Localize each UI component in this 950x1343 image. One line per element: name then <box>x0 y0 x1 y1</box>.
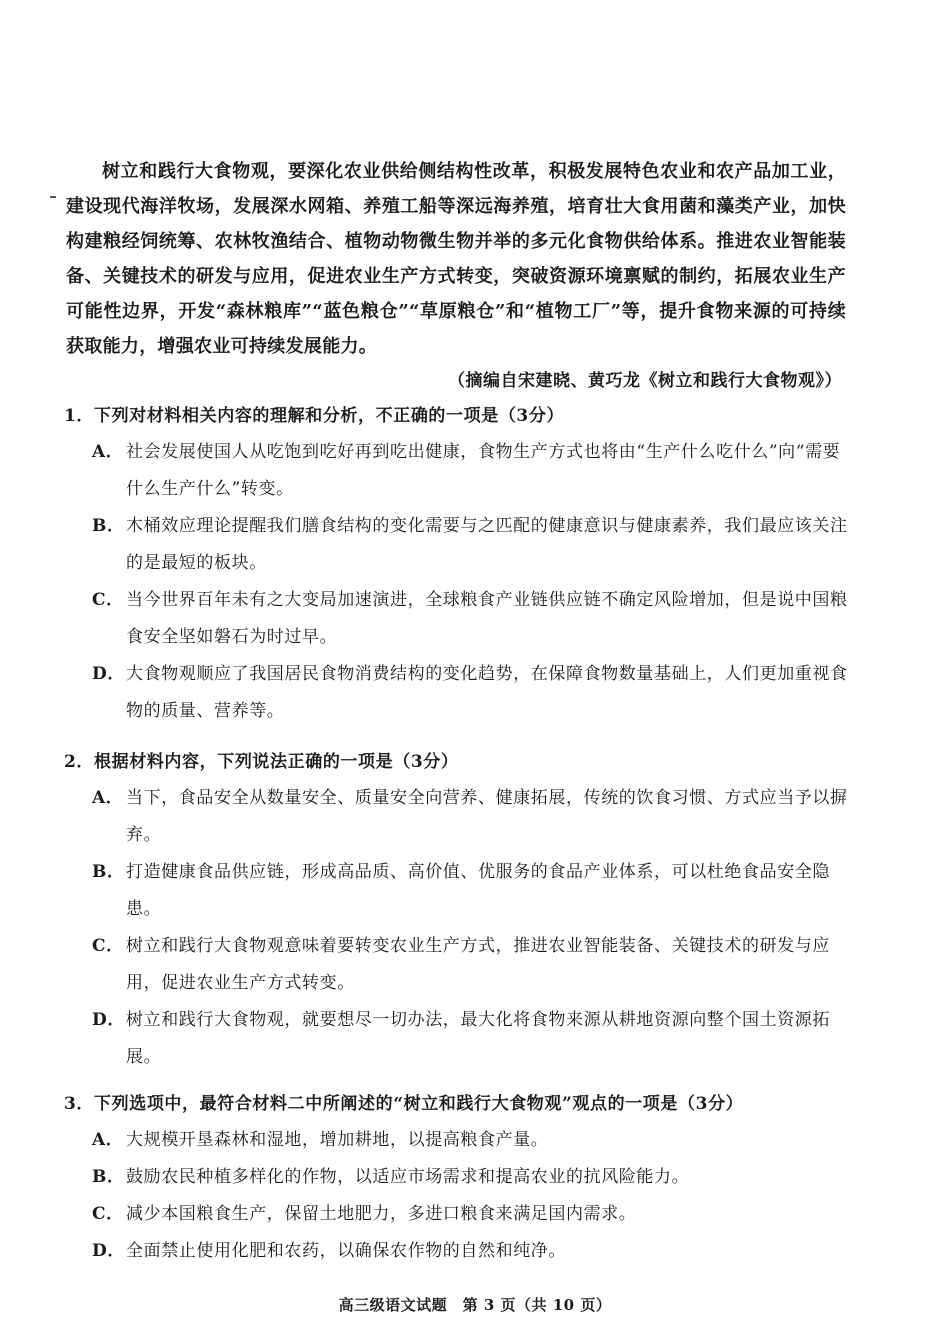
option-b <box>64 854 854 928</box>
option-c <box>64 1196 854 1233</box>
option-text: 树立和践行大食物观意味着要转变农业生产方式，推进农业智能装备、关键技术的研发与应用，促进农业生产方式转变。 <box>126 936 830 993</box>
option-text: 当下，食品安全从数量安全、质量安全向营养、健康拓展，传统的饮食习惯、方式应当予以摒弃。 <box>126 788 848 845</box>
question-1 <box>64 398 854 730</box>
option-text: 鼓励农民种植多样化的作物，以适应市场需求和提高农业的抗风险能力。 <box>126 1167 690 1187</box>
question-3 <box>64 1086 854 1270</box>
option-text: 打造健康食品供应链，形成高品质、高价值、优服务的食品产业体系，可以杜绝食品安全隐患。 <box>126 862 830 919</box>
question-2 <box>64 744 854 1076</box>
option-letter: D． <box>92 664 125 684</box>
option-text: 木桶效应理论提醒我们膳食结构的变化需要与之匹配的健康意识与健康素养，我们最应该关注的是最短的板块。 <box>126 516 848 573</box>
option-letter: D． <box>92 1241 125 1261</box>
option-b <box>64 1159 854 1196</box>
question-stem: 2．根据材料内容，下列说法正确的一项是（3分） <box>64 752 459 772</box>
option-letter: D． <box>92 1010 125 1030</box>
option-letter: C． <box>92 590 124 610</box>
page-footer: 高三级语文试题 第 3 页（共 10 页） <box>338 1296 612 1314</box>
option-letter: A． <box>92 788 124 808</box>
option-d <box>64 656 854 730</box>
option-text: 树立和践行大食物观，就要想尽一切办法，最大化将食物来源从耕地资源向整个国土资源拓展。 <box>126 1010 830 1067</box>
option-text: 全面禁止使用化肥和农药，以确保农作物的自然和纯净。 <box>126 1241 566 1261</box>
option-d <box>64 1002 854 1076</box>
option-text: 减少本国粮食生产，保留土地肥力，多进口粮食来满足国内需求。 <box>126 1204 637 1224</box>
reading-passage <box>66 154 846 364</box>
option-c <box>64 928 854 1002</box>
option-a <box>64 1122 854 1159</box>
option-text: 当今世界百年未有之大变局加速演进，全球粮食产业链供应链不确定风险增加，但是说中国粮食安全坚如磐石为时过早。 <box>126 590 848 647</box>
option-a <box>64 434 854 508</box>
option-letter: C． <box>92 1204 124 1224</box>
option-text: 社会发展使国人从吃饱到吃好再到吃出健康，食物生产方式也将由“生产什么吃什么”向“需要什么生产什么”转变。 <box>126 442 841 499</box>
option-letter: A． <box>92 442 124 462</box>
question-stem: 3．下列选项中，最符合材料二中所阐述的“树立和践行大食物观”观点的一项是（3分） <box>64 1094 744 1114</box>
option-text: 大规模开垦森林和湿地，增加耕地，以提高粮食产量。 <box>126 1130 549 1150</box>
option-text: 大食物观顺应了我国居民食物消费结构的变化趋势，在保障食物数量基础上，人们更加重视食物的质量、营养等。 <box>126 664 848 721</box>
option-letter: B． <box>92 862 125 882</box>
option-letter: B． <box>92 516 125 536</box>
scan-mark <box>50 196 56 198</box>
option-letter: C． <box>92 936 124 956</box>
question-stem: 1．下列对材料相关内容的理解和分析，不正确的一项是（3分） <box>64 406 565 426</box>
option-a <box>64 780 854 854</box>
option-d <box>64 1233 854 1270</box>
option-c <box>64 582 854 656</box>
option-b <box>64 508 854 582</box>
option-letter: A． <box>92 1130 124 1150</box>
passage-source: （摘编自宋建晓、黄巧龙《树立和践行大食物观》） <box>448 371 842 391</box>
option-letter: B． <box>92 1167 125 1187</box>
passage-paragraph: 树立和践行大食物观，要深化农业供给侧结构性改革，积极发展特色农业和农产品加工业，建设现代海洋牧场，发展深水网箱、养殖工船等深远海养殖，培育壮大食用菌和藻类产业，加快构建粮经饲统筹、农林牧渔结合、植物动物微生物并举的多元化食物供给体系。推进农业智能装备、关键技术的研发与应用，促进农业生产方式转变，突破资源环境禀赋的制约，拓展农业生产可能性边界，开发“森林粮库”“蓝色粮仓”“草原粮仓”和“植物工厂”等，提升食物来源的可持续获取能力，增强农业可持续发展能力。 <box>66 161 846 357</box>
